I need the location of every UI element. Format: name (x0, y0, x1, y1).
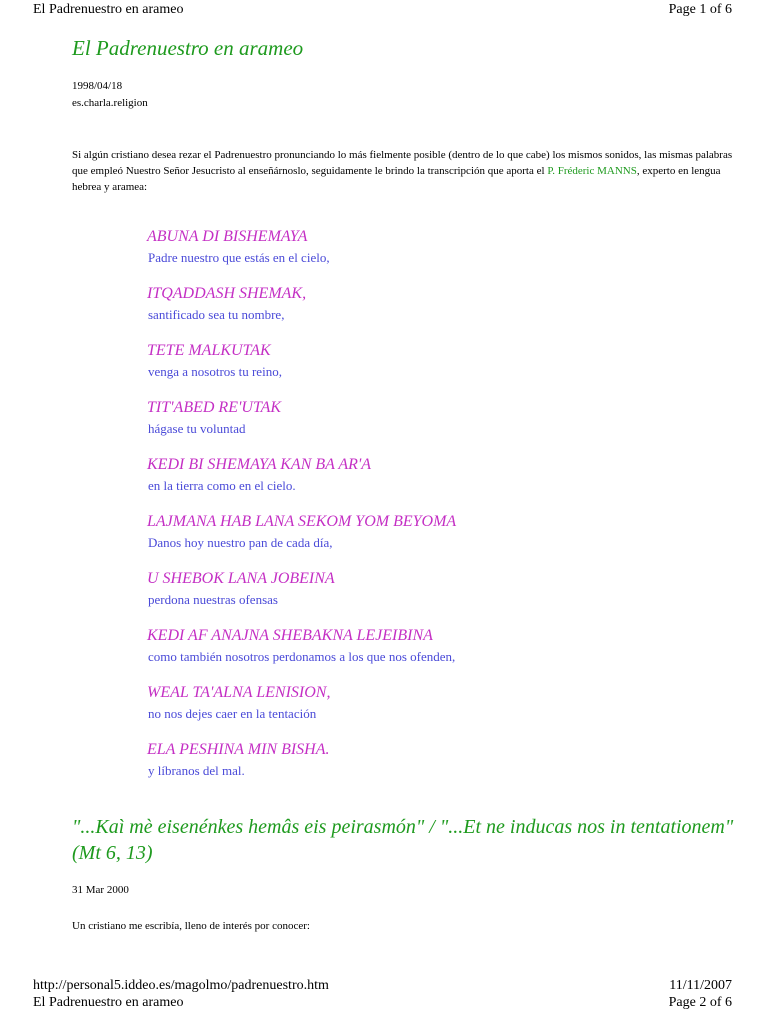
footer-page-number: Page 2 of 6 (668, 995, 732, 1010)
section-date: 31 Mar 2000 (72, 884, 129, 896)
intro-text-end: , experto en lengua hebrea y aramea: (72, 165, 721, 193)
footer-url: http://personal5.iddeo.es/magolmo/padrenuestro.htm (33, 978, 329, 993)
article-title: El Padrenuestro en arameo (72, 36, 304, 60)
article-newsgroup: es.charla.religion (72, 97, 148, 109)
spanish-line: Danos hoy nuestro pan de cada día, (148, 535, 333, 550)
header-page-number: Page 1 of 6 (668, 2, 732, 17)
article-date: 1998/04/18 (72, 80, 123, 92)
aramaic-line: ELA PESHINA MIN BISHA. (147, 741, 330, 758)
intro-paragraph (72, 147, 734, 195)
footer-date: 11/11/2007 (669, 978, 732, 993)
spanish-line: como también nosotros perdonamos a los que nos ofenden, (148, 649, 456, 664)
spanish-line: en la tierra como en el cielo. (148, 478, 296, 493)
aramaic-line: WEAL TA'ALNA LENISION, (147, 684, 331, 701)
section-text: Un cristiano me escribía, lleno de interés por conocer: (72, 920, 310, 932)
spanish-line: santificado sea tu nombre, (148, 307, 285, 322)
aramaic-line: ITQADDASH SHEMAK, (147, 285, 307, 302)
header-doc-title: El Padrenuestro en arameo (33, 2, 184, 17)
aramaic-line: ABUNA DI BISHEMAYA (147, 228, 308, 245)
section-quote-heading: "...Kaì mè eisenénkes hemâs eis peirasmón" / "...Et ne inducas nos in tentationem" (Mt 6, 13) (72, 816, 734, 864)
spanish-line: no nos dejes caer en la tentación (148, 706, 317, 721)
aramaic-line: TIT'ABED RE'UTAK (147, 399, 282, 416)
manns-link[interactable]: P. Fréderic MANNS (547, 165, 637, 177)
intro-text-start: Si algún cristiano desea rezar el Padrenuestro pronunciando lo más fielmente posible (dentro de lo que cabe) los mismos sonidos, las mismas palabras que empleó Nuestro Señor Jesucristo al enseñárnoslo, seguidamente le brindo la transcripción que aporta el (72, 149, 733, 177)
aramaic-line: KEDI BI SHEMAYA KAN BA AR'A (147, 456, 372, 473)
footer-doc-title: El Padrenuestro en arameo (33, 995, 184, 1010)
aramaic-line: TETE MALKUTAK (147, 342, 271, 359)
spanish-line: y líbranos del mal. (148, 763, 245, 778)
aramaic-line: KEDI AF ANAJNA SHEBAKNA LEJEIBINA (147, 627, 433, 644)
spanish-line: perdona nuestras ofensas (148, 592, 278, 607)
spanish-line: venga a nosotros tu reino, (148, 364, 282, 379)
aramaic-line: U SHEBOK LANA JOBEINA (147, 570, 335, 587)
aramaic-line: LAJMANA HAB LANA SEKOM YOM BEYOMA (147, 513, 457, 530)
spanish-line: hágase tu voluntad (148, 421, 246, 436)
spanish-line: Padre nuestro que estás en el cielo, (148, 250, 330, 265)
